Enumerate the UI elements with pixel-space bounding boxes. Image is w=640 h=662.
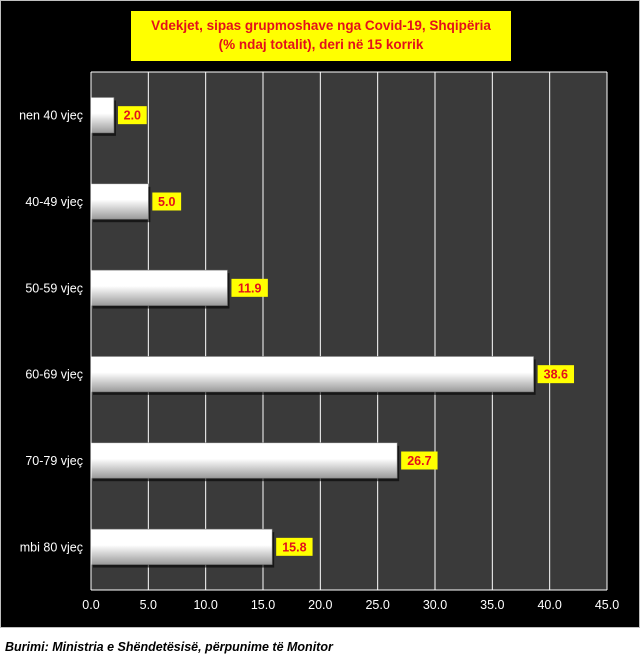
x-tick-label: 35.0 — [480, 598, 505, 612]
category-label: 50-59 vjeç — [25, 281, 83, 296]
x-tick-label: 40.0 — [537, 598, 562, 612]
x-tick-label: 20.0 — [308, 598, 333, 612]
bar — [91, 529, 272, 564]
bar — [91, 184, 148, 219]
data-label: 15.8 — [282, 540, 307, 555]
data-label: 38.6 — [543, 367, 568, 382]
category-label: mbi 80 vjeç — [19, 540, 83, 555]
category-label: nen 40 vjeç — [19, 108, 83, 123]
category-label: 70-79 vjeç — [25, 454, 83, 468]
x-tick-label: 45.0 — [594, 598, 620, 612]
bar — [91, 356, 534, 391]
x-tick-label: 10.0 — [193, 598, 218, 612]
chart-title — [130, 10, 512, 62]
data-label: 2.0 — [123, 108, 142, 123]
x-tick-label: 5.0 — [139, 598, 158, 612]
x-tick-label: 0.0 — [82, 598, 100, 612]
category-label: 40-49 vjeç — [25, 195, 83, 209]
data-label: 11.9 — [237, 281, 262, 296]
plot-area — [91, 72, 607, 590]
chart-title-line-1: Vdekjet, sipas grupmoshave nga Covid-19, Shqipëria — [151, 18, 491, 33]
bar — [91, 443, 397, 478]
category-label: 60-69 vjeç — [25, 367, 83, 382]
data-label: 26.7 — [407, 454, 432, 468]
data-label: 5.0 — [158, 195, 176, 209]
bar — [91, 97, 114, 132]
source-note: Burimi: Ministria e Shëndetësisë, përpunime të Monitor — [5, 640, 333, 654]
bar — [91, 270, 227, 305]
x-tick-label: 30.0 — [422, 598, 448, 612]
chart-title-line-2: (% ndaj totalit), deri në 15 korrik — [218, 37, 424, 52]
x-tick-label: 25.0 — [365, 598, 390, 612]
x-tick-label: 15.0 — [250, 598, 276, 612]
